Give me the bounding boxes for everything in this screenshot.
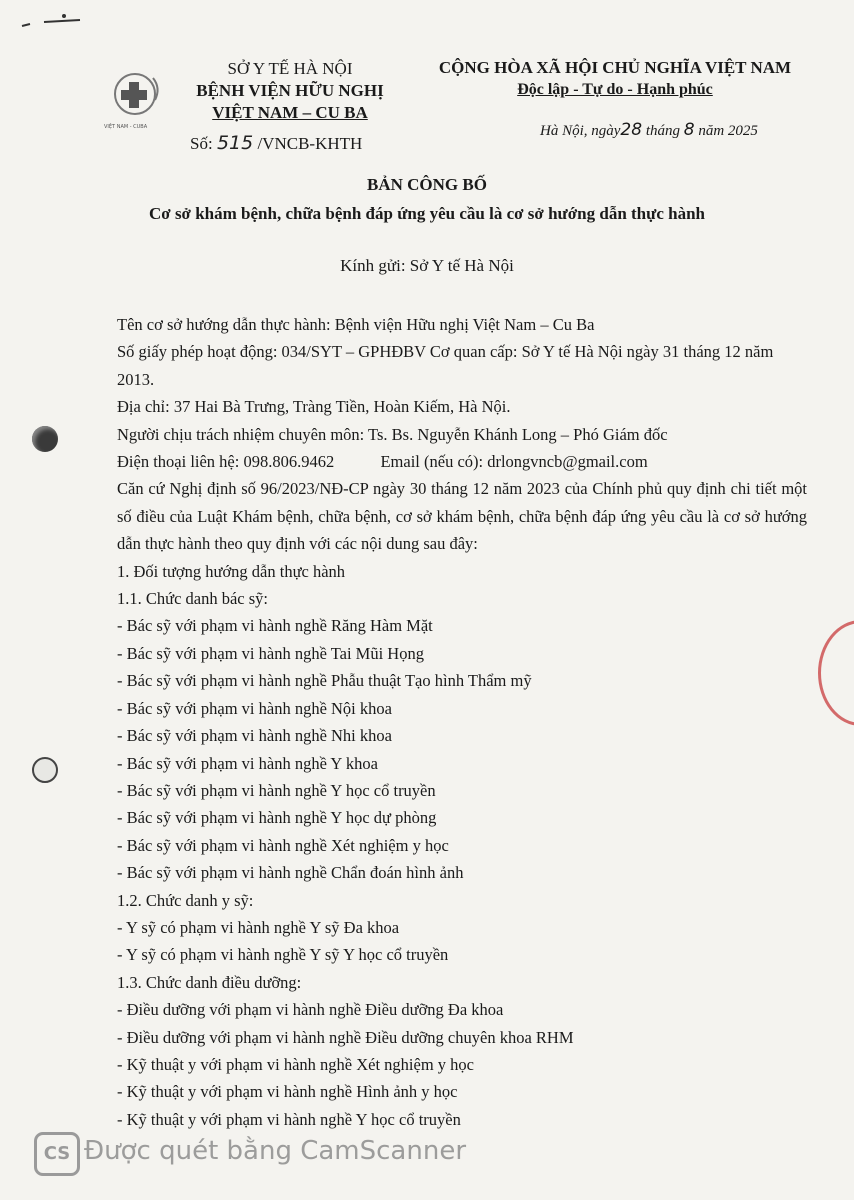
list-item: - Y sỹ có phạm vi hành nghề Y sỹ Đa khoa bbox=[117, 917, 400, 937]
section-1-3-heading: 1.3. Chức danh điều dưỡng: bbox=[117, 972, 302, 992]
contact-line bbox=[117, 448, 807, 475]
hospital-logo-icon bbox=[107, 68, 167, 130]
greeting-line: Kính gửi: Sở Y tế Hà Nội bbox=[340, 256, 514, 275]
responsible-line: Người chịu trách nhiệm chuyên môn: Ts. Bs. Nguyễn Khánh Long – Phó Giám đốc bbox=[117, 424, 668, 444]
document-subtitle: Cơ sở khám bệnh, chữa bệnh đáp ứng yêu cầu là cơ sở hướng dẫn thực hành bbox=[149, 204, 705, 223]
org-line-3: VIỆT NAM – CU BA bbox=[212, 103, 368, 122]
list-item: - Kỹ thuật y với phạm vi hành nghề Xét nghiệm y học bbox=[117, 1054, 474, 1074]
email-text: Email (nếu có): drlongvncb@gmail.com bbox=[380, 452, 648, 472]
list-item: - Bác sỹ với phạm vi hành nghề Tai Mũi Họng bbox=[117, 643, 424, 663]
issuing-organization bbox=[170, 58, 410, 124]
list-item: - Điều dưỡng với phạm vi hành nghề Điều dưỡng chuyên khoa RHM bbox=[117, 1027, 574, 1047]
list-item: - Kỹ thuật y với phạm vi hành nghề Hình ảnh y học bbox=[117, 1082, 458, 1102]
section-1-heading: 1. Đối tượng hướng dẫn thực hành bbox=[117, 561, 346, 581]
red-stamp-icon bbox=[818, 620, 854, 726]
camscanner-logo-icon: CS bbox=[34, 1132, 80, 1176]
list-item: - Bác sỹ với phạm vi hành nghề Phẫu thuật Tạo hình Thẩm mỹ bbox=[117, 671, 532, 691]
date-month-label: tháng bbox=[645, 123, 680, 139]
doc-no-number: 515 bbox=[216, 132, 254, 154]
list-item: - Bác sỹ với phạm vi hành nghề Nhi khoa bbox=[117, 726, 392, 746]
list-item: - Bác sỹ với phạm vi hành nghề Y khoa bbox=[117, 753, 378, 773]
date-month: 8 bbox=[683, 120, 695, 140]
section-1-2-heading: 1.2. Chức danh y sỹ: bbox=[117, 890, 254, 910]
national-heading bbox=[405, 58, 825, 99]
nation-name: CỘNG HÒA XÃ HỘI CHỦ NGHĨA VIỆT NAM bbox=[438, 58, 792, 77]
list-item: - Bác sỹ với phạm vi hành nghề Nội khoa bbox=[117, 698, 392, 718]
org-line-1: SỞ Y TẾ HÀ NỘI bbox=[227, 59, 353, 78]
doc-no-label: Số: bbox=[190, 134, 213, 153]
list-item: - Bác sỹ với phạm vi hành nghề Y học cổ truyền bbox=[117, 780, 436, 800]
list-item: - Y sỹ có phạm vi hành nghề Y sỹ Y học cổ truyền bbox=[117, 945, 449, 965]
legal-basis-paragraph: Căn cứ Nghị định số 96/2023/NĐ-CP ngày 30 tháng 12 năm 2023 của Chính phủ quy định chi tiết một số điều của Luật Khám bệnh, chữa bệnh, cơ sở khám bệnh, chữa bệnh đáp ứng yêu cầu là cơ sở hướng dẫn thực hành theo quy định với các nội dung sau đây: bbox=[117, 479, 807, 554]
section-1-1-heading: 1.1. Chức danh bác sỹ: bbox=[117, 589, 268, 609]
list-item: - Kỹ thuật y với phạm vi hành nghề Y học cổ truyền bbox=[117, 1109, 461, 1129]
punch-hole-icon bbox=[32, 426, 58, 452]
document-number bbox=[190, 132, 362, 154]
document-header bbox=[0, 0, 854, 170]
facility-line: Tên cơ sở hướng dẫn thực hành: Bệnh viện Hữu nghị Việt Nam – Cu Ba bbox=[117, 315, 595, 334]
doc-no-suffix: /VNCB-KHTH bbox=[257, 134, 363, 153]
list-item: - Bác sỹ với phạm vi hành nghề Răng Hàm Mặt bbox=[117, 616, 433, 636]
list-item: - Bác sỹ với phạm vi hành nghề Chẩn đoán hình ảnh bbox=[117, 863, 464, 883]
document-body bbox=[117, 311, 807, 1133]
list-item: - Điều dưỡng với phạm vi hành nghề Điều dưỡng Đa khoa bbox=[117, 1000, 504, 1020]
date-day: 28 bbox=[620, 120, 643, 140]
list-item: - Bác sỹ với phạm vi hành nghề Xét nghiệm y học bbox=[117, 835, 449, 855]
license-line: Số giấy phép hoạt động: 034/SYT – GPHĐBV Cơ quan cấp: Sở Y tế Hà Nội ngày 31 tháng 12 năm 2013. bbox=[117, 342, 774, 389]
address-line: Địa chỉ: 37 Hai Bà Trưng, Tràng Tiền, Hoàn Kiếm, Hà Nội. bbox=[117, 397, 511, 417]
camscanner-watermark: Được quét bằng CamScanner bbox=[84, 1136, 467, 1166]
document-date bbox=[540, 120, 758, 140]
list-item: - Bác sỹ với phạm vi hành nghề Y học dự phòng bbox=[117, 808, 437, 828]
national-motto: Độc lập - Tự do - Hạnh phúc bbox=[517, 81, 713, 98]
punch-hole-icon bbox=[32, 757, 58, 783]
logo-caption: VIỆT NAM - CUBA bbox=[104, 124, 148, 130]
document-title: BẢN CÔNG BỐ bbox=[367, 175, 487, 194]
phone-text: Điện thoại liên hệ: 098.806.9462 bbox=[117, 452, 335, 472]
date-year: năm 2025 bbox=[698, 123, 758, 139]
org-line-2: BỆNH VIỆN HỮU NGHỊ bbox=[196, 81, 384, 100]
date-prefix: Hà Nội, ngày bbox=[540, 123, 621, 139]
